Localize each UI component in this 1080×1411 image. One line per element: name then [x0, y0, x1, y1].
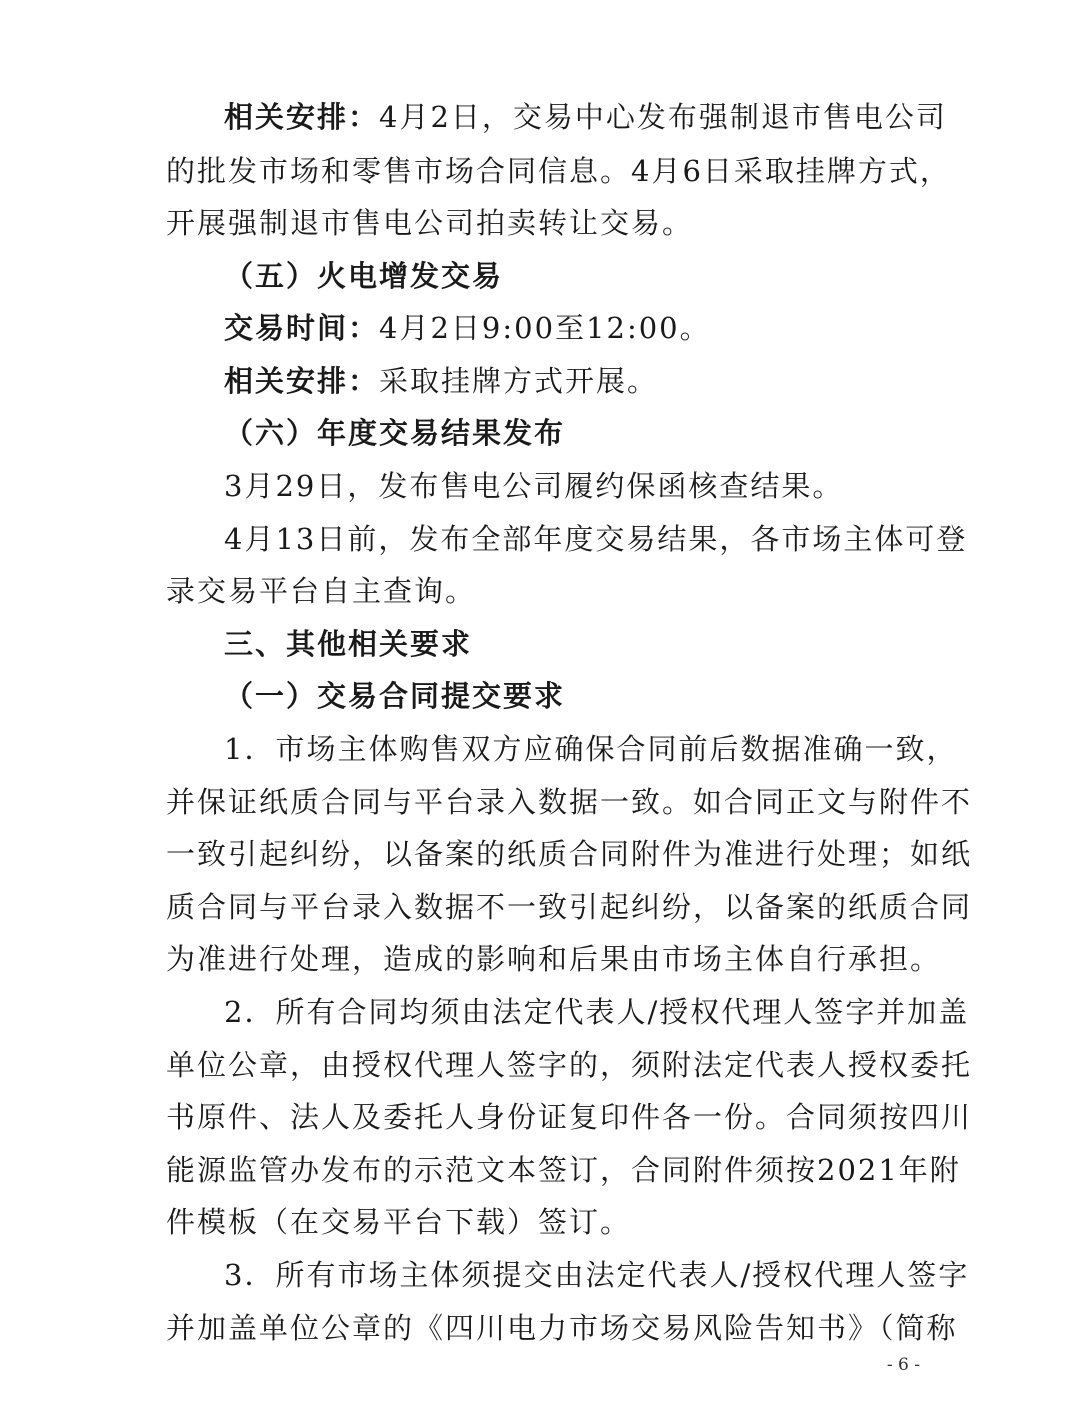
paragraph-line: 开展强制退市售电公司拍卖转让交易。	[166, 206, 694, 240]
paragraph-line	[224, 97, 947, 137]
paragraph-line	[224, 308, 926, 348]
paragraph-line: 书原件、法人及委托人身份证复印件各一份。合同须按四川	[166, 1100, 973, 1134]
line-text: 采取挂牌方式开展。	[379, 364, 659, 398]
paragraph-line: 3月29日，发布售电公司履约保函核查结果。	[224, 469, 844, 503]
label-related-arrangement: 相关安排：	[224, 100, 380, 134]
section-heading-thermal-power: （五）火电增发交易	[224, 259, 504, 293]
section-heading-contract-submission: （一）交易合同提交要求	[224, 679, 566, 713]
paragraph-line: 件模板（在交易平台下载）签订。	[166, 1205, 632, 1239]
paragraph-line: 一致引起纠纷，以备案的纸质合同附件为准进行处理；如纸	[166, 837, 973, 871]
paragraph-line: 质合同与平台录入数据不一致引起纠纷，以备案的纸质合同	[166, 890, 973, 924]
paragraph-line: 并加盖单位公章的《四川电力市场交易风险告知书》（简称	[166, 1311, 958, 1345]
label-related-arrangement: 相关安排：	[224, 364, 380, 398]
paragraph-line: 4月13日前，发布全部年度交易结果，各市场主体可登	[224, 522, 968, 556]
paragraph-line	[224, 361, 926, 401]
paragraph-line: 单位公章，由授权代理人签字的，须附法定代表人授权委托	[166, 1048, 973, 1082]
paragraph-line: 3．所有市场主体须提交由法定代表人/授权代理人签字	[224, 1258, 970, 1292]
paragraph-line: 2．所有合同均须由法定代表人/授权代理人签字并加盖	[224, 995, 970, 1029]
page-number: - 6 -	[886, 1355, 920, 1375]
section-heading-annual-results: （六）年度交易结果发布	[224, 416, 566, 450]
paragraph-line: 的批发市场和零售市场合同信息。4月6日采取挂牌方式，	[166, 154, 951, 188]
line-text: 4月2日，交易中心发布强制退市售电公司	[379, 100, 947, 134]
paragraph-line: 1．市场主体购售双方应确保合同前后数据准确一致，	[224, 732, 958, 766]
paragraph-line: 录交易平台自主查询。	[166, 574, 477, 608]
chapter-heading-other-requirements: 三、其他相关要求	[224, 627, 473, 661]
paragraph-line: 能源监管办发布的示范文本签订，合同附件须按2021年附	[166, 1153, 961, 1187]
paragraph-line: 为准进行处理，造成的影响和后果由市场主体自行承担。	[166, 942, 942, 976]
line-text: 4月2日9:00至12:00。	[379, 311, 711, 345]
paragraph-line: 并保证纸质合同与平台录入数据一致。如合同正文与附件不	[166, 785, 973, 819]
label-trading-time: 交易时间：	[224, 311, 380, 345]
